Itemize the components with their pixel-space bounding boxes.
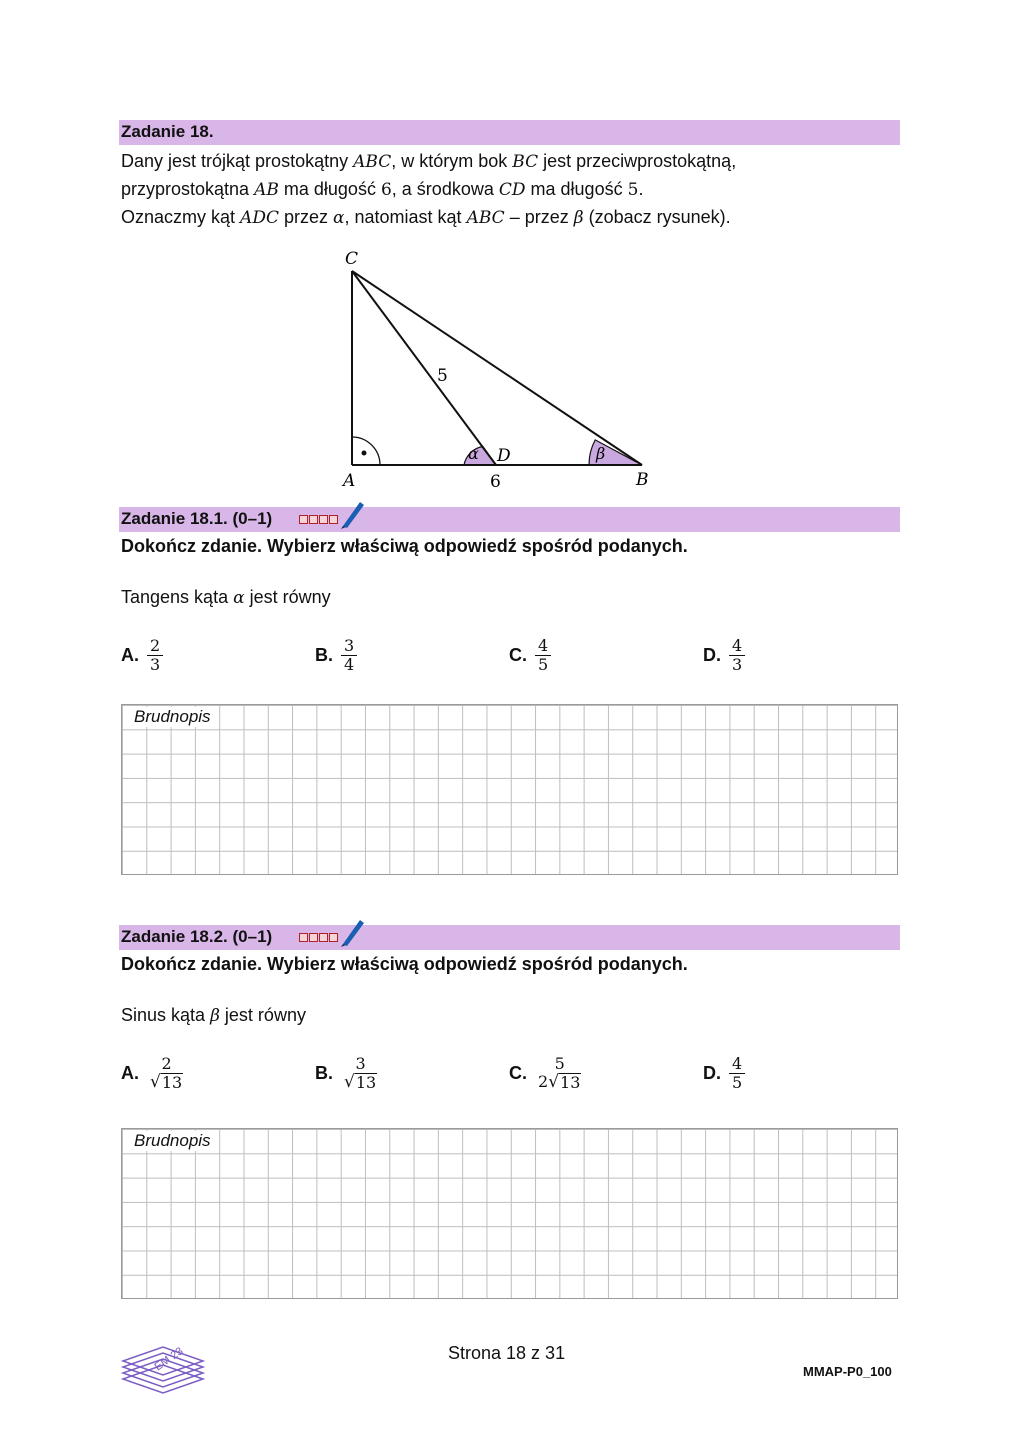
task18-2-stem: Sinus kąta β jest równy xyxy=(121,1005,306,1026)
task18-1-option-b[interactable]: B. $\frac{3}{4}$ xyxy=(315,637,357,674)
task18-2-scratch-grid[interactable] xyxy=(121,1128,898,1299)
task18-line1: Dany jest trójkąt prostokątny ABC, w którym bok BC jest przeciwprostokątną, xyxy=(121,151,737,172)
task18-title: Zadanie 18. xyxy=(121,122,214,141)
task18-1-scratch-grid[interactable] xyxy=(121,704,898,875)
option-d-fraction: $\frac{4}{5}$ xyxy=(729,1055,745,1092)
option-b-fraction: $\frac{3}{4}$ xyxy=(341,637,357,674)
task18-1-stem: Tangens kąta α jest równy xyxy=(121,587,331,608)
label-c: C xyxy=(345,249,359,269)
em-logo xyxy=(118,1335,208,1401)
skill-squares-icon xyxy=(299,929,339,945)
label-b: B xyxy=(636,470,649,490)
option-a-fraction: 2 √ 13 xyxy=(150,1054,183,1092)
svg-text:EM 23: EM 23 xyxy=(152,1345,186,1374)
label-d: D xyxy=(497,446,511,466)
task18-2-title: Zadanie 18.2. (0–1) xyxy=(121,927,273,946)
task18-2-option-c[interactable]: C. 5 2 √ 13 xyxy=(509,1055,584,1091)
label-beta: β xyxy=(596,444,606,463)
task18-1-option-a[interactable]: A. $\frac{2}{3}$ xyxy=(121,637,163,674)
task18-2-option-b[interactable]: B. 3 √ 13 xyxy=(315,1055,380,1091)
task18-2-instruction: Dokończ zdanie. Wybierz właściwą odpowiedź spośród podanych. xyxy=(121,954,688,974)
label-alpha: α xyxy=(468,444,479,463)
option-c-fraction: 5 2 √ 13 xyxy=(538,1054,581,1092)
task18-2-option-a[interactable]: A. 2 √ 13 xyxy=(121,1055,186,1091)
pen-icon xyxy=(340,499,366,529)
page-number: Strona 18 z 31 xyxy=(448,1343,566,1363)
option-b-fraction: 3 √ 13 xyxy=(344,1054,377,1092)
document-code: MMAP-P0_100 xyxy=(803,1364,892,1379)
task18-1-instruction: Dokończ zdanie. Wybierz właściwą odpowiedź spośród podanych. xyxy=(121,536,688,556)
scratch-label: Brudnopis xyxy=(134,707,211,726)
skill-squares-icon xyxy=(299,511,339,527)
option-d-fraction: $\frac{4}{3}$ xyxy=(729,637,745,674)
scratch-label: Brudnopis xyxy=(134,1131,211,1150)
task18-1-title: Zadanie 18.1. (0–1) xyxy=(121,509,273,528)
right-angle-dot xyxy=(362,451,367,456)
task18-line3: Oznaczmy kąt ADC przez α, natomiast kąt ABC – przez β (zobacz rysunek). xyxy=(121,207,731,228)
task18-2-header-bar xyxy=(119,925,900,950)
option-a-fraction: $\frac{2}{3}$ xyxy=(147,637,163,674)
task18-1-option-c[interactable]: C. $\frac{4}{5}$ xyxy=(509,637,551,674)
side-bc xyxy=(352,271,642,465)
option-c-fraction: $\frac{4}{5}$ xyxy=(535,637,551,674)
task18-1-header-bar xyxy=(119,507,900,532)
triangle-figure xyxy=(0,0,1018,500)
median-cd xyxy=(352,271,496,465)
task18-2-option-d[interactable]: D. $\frac{4}{5}$ xyxy=(703,1055,745,1092)
right-angle-mark xyxy=(352,437,380,465)
label-a: A xyxy=(343,471,356,491)
pen-icon xyxy=(340,917,366,947)
label-ab-length: 6 xyxy=(490,472,501,492)
task18-1-option-d[interactable]: D. $\frac{4}{3}$ xyxy=(703,637,745,674)
task18-line2: przyprostokątna AB ma długość 6, a środkowa CD ma długość 5. xyxy=(121,179,644,200)
label-cd-length: 5 xyxy=(437,366,448,386)
